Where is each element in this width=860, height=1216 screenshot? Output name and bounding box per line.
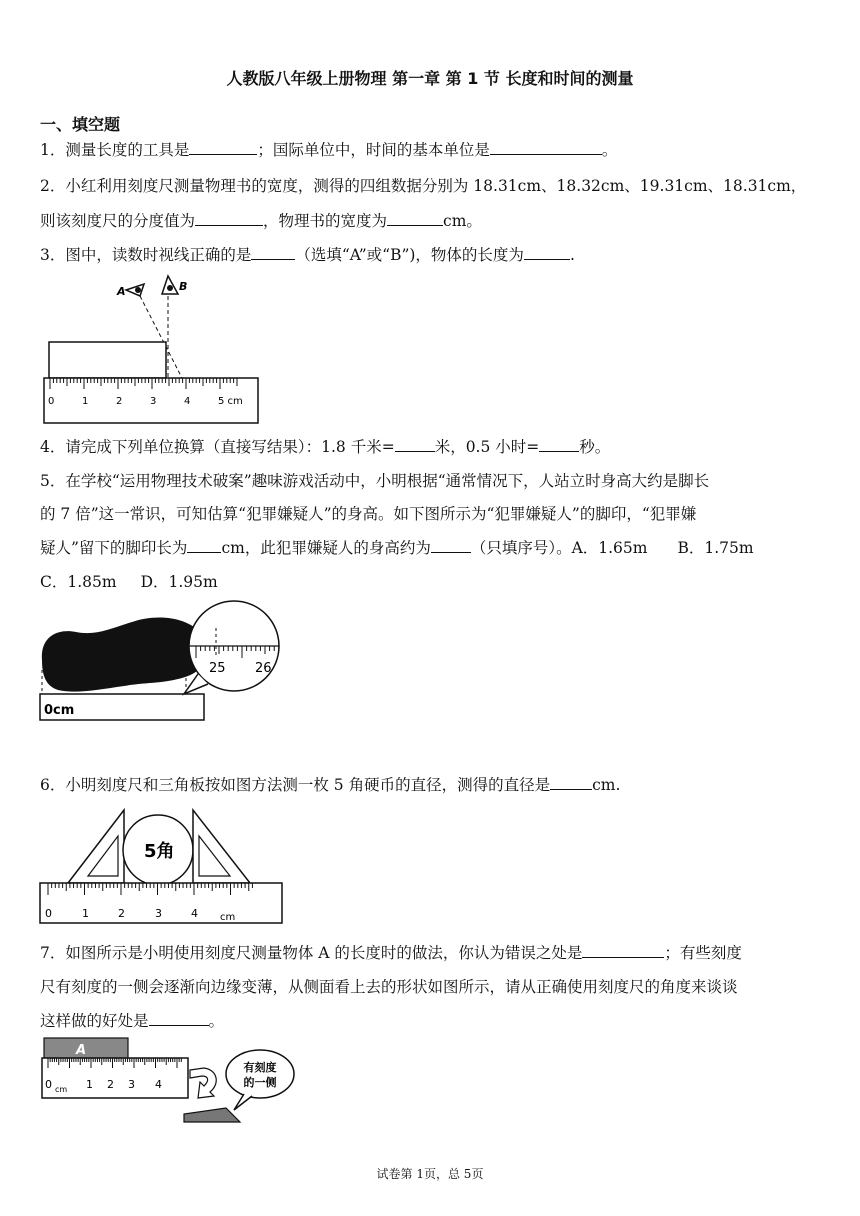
ruler-label-4: 4 [191, 907, 198, 920]
eye-a-label: A [117, 285, 126, 298]
speech-bubble [226, 1050, 294, 1098]
question-5-line-2: 的 7 倍”这一常识，可知估算“犯罪嫌疑人”的身高。如下图所示为“犯罪嫌疑人”的脚印，“犯罪嫌 [40, 505, 697, 523]
q3-blank-2[interactable] [524, 244, 570, 261]
ruler-label-3: 3 [155, 907, 162, 920]
q3-text-a: 3．图中，读数时视线正确的是 [40, 246, 252, 264]
magnifier-label-25: 25 [209, 661, 226, 676]
bubble-text-line-2: 的一侧 [243, 1076, 277, 1089]
ruler-label-cm: cm [220, 912, 236, 923]
coin-label: 5角 [144, 841, 175, 862]
q1-blank-1[interactable] [189, 139, 257, 156]
eye-a-icon [126, 284, 144, 296]
question-5-line-3 [40, 536, 754, 558]
q3-text-c: . [569, 246, 575, 264]
question-7-line-3 [40, 1009, 224, 1031]
object-a-label: A [76, 1043, 87, 1058]
question-2-line-1: 2．小红利用刻度尺测量物理书的宽度，测得的四组数据分别为 18.31cm、18.32cm、19.31cm、18.31cm， [40, 177, 807, 195]
figure-ruler-edge [40, 1036, 305, 1128]
magnifier-label-26: 26 [255, 661, 272, 676]
question-6 [40, 773, 620, 795]
question-1 [40, 138, 617, 160]
q7-text-c: 这样做的好处是 [40, 1012, 149, 1030]
q4-blank-2[interactable] [539, 436, 579, 453]
question-5-line-4 [40, 570, 218, 592]
ruler-label-3: 3 [128, 1078, 135, 1091]
ruler-label-3: 3 [150, 396, 157, 407]
q6-blank-1[interactable] [550, 774, 592, 791]
ruler-label-1: 1 [82, 396, 89, 407]
q1-text-a: 1．测量长度的工具是 [40, 141, 190, 159]
q5-option-b: B．1.75m [677, 539, 754, 557]
q4-blank-1[interactable] [395, 436, 435, 453]
ruler-label-2: 2 [118, 907, 125, 920]
q5-text-b: cm，此犯罪嫌疑人的身高约为 [221, 539, 431, 557]
figure-ruler-sightline [40, 270, 265, 430]
question-5-line-1: 5．在学校“运用物理技术破案”趣味游戏活动中，小明根据“通常情况下，人站立时身高大约是脚长 [40, 472, 710, 490]
ruler-label-cm: cm [55, 1085, 68, 1094]
section-heading: 一、填空题 [40, 115, 121, 134]
question-7-line-1 [40, 941, 742, 963]
page-title: 人教版八年级上册物理 第一章 第 1 节 长度和时间的测量 [226, 69, 634, 88]
q5-blank-2[interactable] [431, 537, 471, 554]
question-2-line-2 [40, 209, 482, 231]
ruler-label-0: 0 [45, 1078, 52, 1091]
q7-text-b: ；有些刻度 [664, 944, 742, 962]
q2-text-a: 则该刻度尺的分度值为 [40, 212, 196, 230]
q5-text-c: （只填序号）。A．1.65m [470, 539, 648, 557]
q5-text-a: 疑人”留下的脚印长为 [40, 539, 188, 557]
q1-text-b: ；国际单位中，时间的基本单位是 [257, 141, 490, 159]
ruler-side-profile [184, 1108, 240, 1122]
ruler-label-1: 1 [82, 907, 89, 920]
q6-text-a: 6．小明刻度尺和三角板按如图方法测一枚 5 角硬币的直径，测得的直径是 [40, 776, 551, 794]
q1-text-c: 。 [601, 141, 618, 159]
q4-text-b: 米，0.5 小时= [434, 438, 540, 456]
q2-text-c: cm。 [443, 212, 482, 230]
q2-blank-1[interactable] [195, 210, 263, 227]
bubble-text-line-1: 有刻度 [243, 1061, 277, 1074]
page-footer: 试卷第 1页，总 5页 [376, 1167, 484, 1181]
q7-text-d: 。 [208, 1012, 225, 1030]
ruler-label-0cm: 0cm [44, 703, 75, 718]
q4-text-a: 4．请完成下列单位换算（直接写结果）：1.8 千米= [40, 438, 395, 456]
q4-text-c: 秒。 [579, 438, 611, 456]
q2-blank-2[interactable] [387, 210, 443, 227]
ruler-label-0: 0 [45, 907, 52, 920]
q7-blank-2[interactable] [149, 1010, 209, 1027]
eye-b-label: B [179, 280, 188, 293]
q2-text-b: ，物理书的宽度为 [263, 212, 388, 230]
figure-footprint [36, 598, 296, 726]
ruler-label-4: 4 [155, 1078, 162, 1091]
q3-text-b: （选填“A”或“B”)，物体的长度为 [295, 246, 524, 264]
q5-option-c: C．1.85m [40, 573, 117, 591]
ruler-label-1: 1 [86, 1078, 93, 1091]
q3-blank-1[interactable] [251, 244, 295, 261]
question-4 [40, 435, 610, 457]
ruler-label-5: 5 cm [218, 396, 243, 407]
eye-b-icon [162, 276, 178, 294]
question-7-line-2: 尺有刻度的一侧会逐渐向边缘变薄，从侧面看上去的形状如图所示，请从正确使用刻度尺的角度来谈谈 [40, 978, 738, 996]
q7-text-a: 7．如图所示是小明使用刻度尺测量物体 A 的长度时的做法，你认为错误之处是 [40, 944, 583, 962]
q6-text-b: cm. [592, 776, 621, 794]
ruler-label-0: 0 [48, 396, 55, 407]
ruler-label-2: 2 [116, 396, 123, 407]
q1-blank-2[interactable] [490, 139, 602, 156]
q5-option-d: D．1.95m [140, 573, 218, 591]
figure-coin-diameter [38, 800, 288, 926]
ruler-label-2: 2 [107, 1078, 114, 1091]
ruler-label-4: 4 [184, 396, 191, 407]
question-3 [40, 243, 575, 265]
q7-blank-1[interactable] [582, 942, 664, 959]
footprint-shape [42, 618, 208, 692]
measured-object [49, 342, 166, 378]
q5-blank-1[interactable] [187, 537, 221, 554]
curved-arrow-icon [190, 1068, 216, 1098]
